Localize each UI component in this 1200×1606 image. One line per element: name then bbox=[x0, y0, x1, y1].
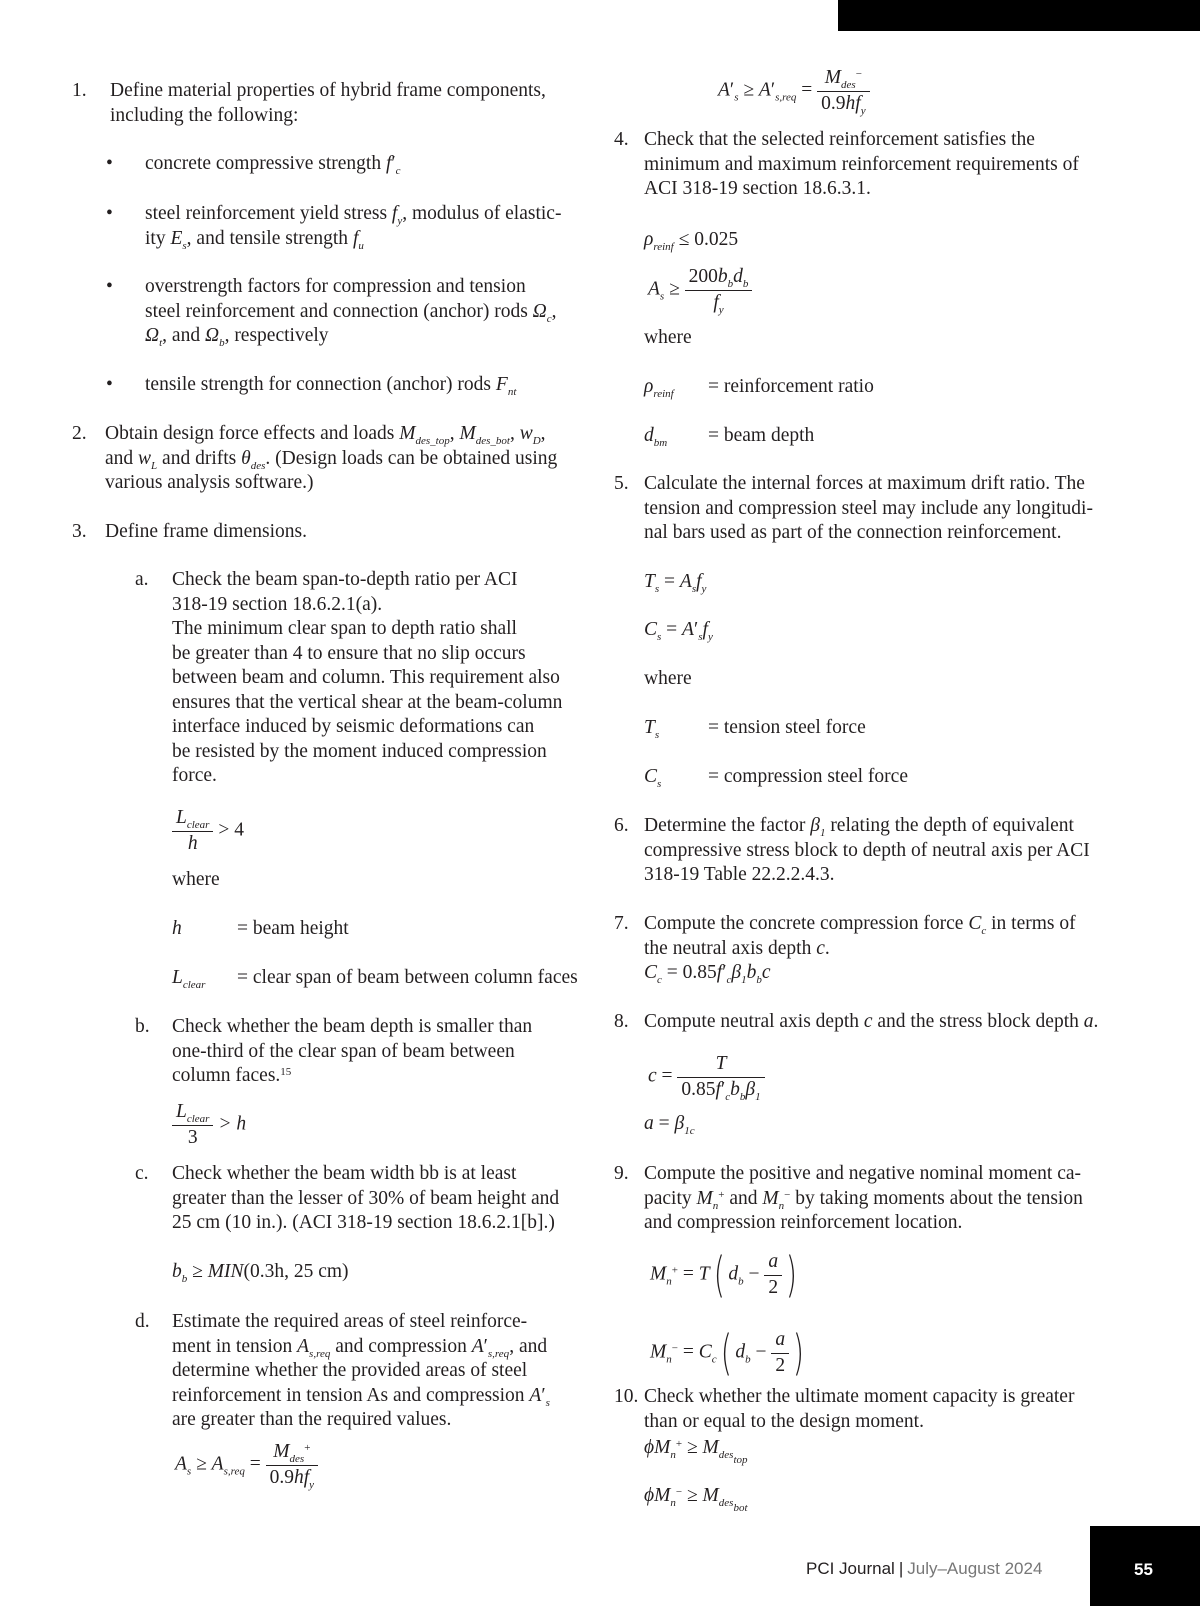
step-4-number: 4. bbox=[614, 129, 629, 150]
step-2-text: Obtain design force effects and loads $M_{des\_top}$, $M_{des\_bot}$, $w_D$, and $w_L$ and drifts $\theta_{des}$. (Design loads can be obtained using various analysis software.) bbox=[105, 423, 558, 493]
bullet-icon: • bbox=[106, 374, 113, 395]
equation-cs: $C_s = A'_sf_y$ bbox=[644, 619, 713, 643]
equation-span-depth: $\frac{L_{clear}}{h}$ > 4 bbox=[172, 806, 244, 856]
equation-mn-negative: $M_n^- = C_c$( $d_b$ − $\frac{a}{2}$ ) bbox=[650, 1325, 805, 1381]
substep-b-text: Check whether the beam depth is smaller than one-third of the clear span of beam between column faces.$^{15}$ bbox=[172, 1016, 533, 1086]
step-3-text: Define frame dimensions. bbox=[105, 521, 307, 542]
where-label: where bbox=[644, 668, 692, 689]
step-9-number: 9. bbox=[614, 1163, 629, 1184]
def-ts: $T_s$ bbox=[644, 717, 660, 741]
substep-a-text: Check the beam span-to-depth ratio per ACI 318-19 section 18.6.2.1(a). The minimum clear span to depth ratio shall be greater than 4 to ensure that no slip occurs between beam and column. This requirement also ensures that the vertical shear at the beam-column interface induced by seismic deformations can be resisted by the moment induced compression force. bbox=[172, 569, 563, 786]
equation-as-min: $A_s$ ≥ $\frac{200b_bd_b}{f_y}$ bbox=[648, 265, 752, 315]
step-6-number: 6. bbox=[614, 815, 629, 836]
step-10-text: Check whether the ultimate moment capacity is greater than or equal to the design moment. bbox=[644, 1386, 1075, 1432]
substep-a-label: a. bbox=[135, 569, 149, 590]
bullet-2: steel reinforcement yield stress $f_y$, modulus of elastic- ity $E_s$, and tensile strength $f_u$ bbox=[145, 203, 562, 252]
step-9-text: Compute the positive and negative nominal moment ca- pacity $M_n^+$ and $M_n^-$ by taking moments about the tension and compression reinforcement location. bbox=[644, 1163, 1083, 1233]
def-h-text: = beam height bbox=[237, 918, 349, 939]
step-1-number: 1. bbox=[72, 80, 87, 101]
page-number: 55 bbox=[1134, 1560, 1153, 1579]
bullet-4: tensile strength for connection (anchor) rods $F_{nt}$ bbox=[145, 374, 517, 398]
step-7-text: Compute the concrete compression force $C_c$ in terms of the neutral axis depth c. $C_c = 0.85f'_c\beta_1b_bc$ bbox=[644, 913, 1076, 986]
def-rho-text: = reinforcement ratio bbox=[708, 376, 874, 397]
bullet-3: overstrength factors for compression and tension steel reinforcement and connection (anchor) rods $\Omega_c$, $\Omega_t$, and $\Omega_b$, respectively bbox=[145, 276, 557, 349]
equation-rho-max: $\rho_{reinf} \le 0.025$ bbox=[644, 229, 739, 253]
def-dbm: $d_{bm}$ bbox=[644, 425, 668, 449]
step-5-text: Calculate the internal forces at maximum drift ratio. The tension and compression steel may include any longitudi- nal bars used as part of the connection reinforcement. bbox=[644, 473, 1093, 543]
header-black-bar bbox=[838, 0, 1200, 31]
equation-capacity-top: $\phi M_n^+ \ge M_{des_{top}}$ bbox=[644, 1437, 748, 1466]
where-label: where bbox=[644, 327, 692, 348]
equation-as-req: $A_s \ge A_{s,req}$ = $\frac{M_{des}^+}{0.9hf_y}$ bbox=[175, 1440, 318, 1490]
equation-ts: $T_s = A_sf_y$ bbox=[644, 571, 707, 595]
equation-mn-positive: $M_n^+ = T$( $d_b$ − $\frac{a}{2}$ ) bbox=[650, 1247, 798, 1303]
substep-c-label: c. bbox=[135, 1163, 149, 1184]
bullet-1: concrete compressive strength $f'_c$ bbox=[145, 153, 401, 177]
substep-c-text: Check whether the beam width bb is at least greater than the lesser of 30% of beam height and 25 cm (10 in.). (ACI 318-19 section 18.6.2.1[b].) bbox=[172, 1163, 560, 1233]
step-10-number: 10. bbox=[614, 1386, 639, 1407]
step-2-number: 2. bbox=[72, 423, 87, 444]
def-ts-text: = tension steel force bbox=[708, 717, 866, 738]
substep-b-label: b. bbox=[135, 1016, 150, 1037]
equation-beam-width: $b_b \ge MIN(0.3h$, 25 cm) bbox=[172, 1261, 349, 1285]
bullet-icon: • bbox=[106, 203, 113, 224]
bullet-icon: • bbox=[106, 153, 113, 174]
def-h: h bbox=[172, 918, 182, 939]
equation-neutral-axis: c = $\frac{T}{0.85f'_cb_b\beta_1}$ bbox=[648, 1052, 765, 1102]
step-1-text: Define material properties of hybrid frame components, including the following: bbox=[110, 80, 546, 126]
def-rho: $\rho_{reinf}$ bbox=[644, 376, 674, 400]
def-lclear: $L_{clear}$ bbox=[172, 967, 206, 991]
step-6-text: Determine the factor $\beta_1$ relating the depth of equivalent compressive stress block to depth of neutral axis per ACI 318-19 Table 22.2.2.4.3. bbox=[644, 815, 1090, 885]
def-cs: $C_s$ bbox=[644, 766, 662, 790]
step-5-number: 5. bbox=[614, 473, 629, 494]
bullet-icon: • bbox=[106, 276, 113, 297]
page-number-box bbox=[1090, 1526, 1200, 1606]
step-8-number: 8. bbox=[614, 1011, 629, 1032]
step-7-number: 7. bbox=[614, 913, 629, 934]
footer-journal: PCI Journal | July–August 2024 bbox=[806, 1559, 1043, 1578]
equation-as-prime-req: $A'_s \ge A'_{s,req}$ = $\frac{M_{des}^-}{0.9hf_y}$ bbox=[718, 66, 870, 116]
def-lclear-text: = clear span of beam between column faces bbox=[237, 967, 578, 988]
substep-d-text: Estimate the required areas of steel reinforce- ment in tension $A_{s,req}$ and compression $A'_{s,req}$, and determine whether the provided areas of steel reinforcement in tension As and compression $A'_s$ are greater than the required values. bbox=[172, 1311, 550, 1430]
step-8-text: Compute neutral axis depth c and the stress block depth a. bbox=[644, 1011, 1099, 1032]
equation-depth-third: $\frac{L_{clear}}{3}$ > h bbox=[172, 1100, 246, 1150]
step-4-text: Check that the selected reinforcement satisfies the minimum and maximum reinforcement requirements of ACI 318-19 section 18.6.3.1. bbox=[644, 129, 1079, 199]
equation-capacity-bot: $\phi M_n^- \ge M_{des_{bot}}$ bbox=[644, 1485, 748, 1514]
equation-stress-block: $a = \beta_{1c}$ bbox=[644, 1113, 695, 1137]
substep-d-label: d. bbox=[135, 1311, 150, 1332]
def-dbm-text: = beam depth bbox=[708, 425, 815, 446]
step-3-number: 3. bbox=[72, 521, 87, 542]
def-cs-text: = compression steel force bbox=[708, 766, 908, 787]
where-label: where bbox=[172, 869, 220, 890]
